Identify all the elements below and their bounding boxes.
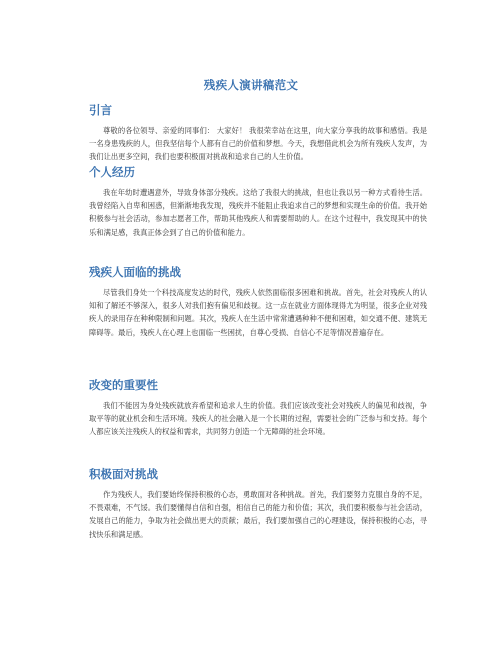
section-personal-experience bbox=[89, 164, 427, 239]
section-challenges bbox=[89, 264, 427, 339]
section-heading: 改变的重要性 bbox=[89, 378, 158, 392]
document-title: 残疾人演讲稿范文 bbox=[203, 78, 299, 92]
section-heading: 积极面对挑战 bbox=[89, 467, 158, 481]
section-heading: 引言 bbox=[89, 103, 112, 117]
section-introduction bbox=[89, 102, 427, 164]
section-face-challenges bbox=[89, 466, 427, 541]
section-paragraph: 作为残疾人，我们要始终保持积极的心态，勇敢面对各种挑战。首先，我们要努力克服自身的不足，不畏艰难，不气馁。我们要懂得自信和自强，相信自己的能力和价值；其次，我们要积极参与社会活动，发展自己的能力，争取为社会做出更大的贡献；最后，我们要加强自己的心理建设，保持积极的心态，寻找快乐和满足感。 bbox=[89, 490, 427, 539]
section-paragraph: 尽管我们身处一个科技高度发达的时代，残疾人依然面临很多困难和挑战。首先，社会对残疾人的认知和了解还不够深入，很多人对我们抱有偏见和歧视。这一点在就业方面体现得尤为明显，很多企业对残疾人的录用存在种种限制和问题。其次，残疾人在生活中常常遭遇种种不便和困难，如交通不便、建筑无障碍等。最后，残疾人在心理上也面临一些困扰，自尊心受损、自信心不足等情况普遍存在。 bbox=[89, 288, 427, 337]
section-paragraph: 我们不能因为身处残疾就放弃希望和追求人生的价值。我们应该改变社会对残疾人的偏见和歧视，争取平等的就业机会和生活环境。残疾人的社会融入是一个长期的过程，需要社会的广泛参与和支持。每个人都应该关注残疾人的权益和需求，共同努力创造一个无障碍的社会环境。 bbox=[89, 401, 427, 437]
section-paragraph: 我在年幼时遭遇意外，导致身体部分残疾。这给了我很大的挑战，但也让我以另一种方式看待生活。我曾经陷入自卑和困惑，但渐渐地我发现，残疾并不能阻止我追求自己的梦想和实现生命的价值。我开始积极参与社会活动，参加志愿者工作，帮助其他残疾人和需要帮助的人。在这个过程中，我发现其中的快乐和满足感，我真正体会到了自己的价值和能力。 bbox=[89, 188, 427, 237]
section-paragraph: 尊敬的各位领导、亲爱的同事们： 大家好！ 我很荣幸站在这里，向大家分享我的故事和感悟。我是一名身患残疾的人，但我坚信每个人都有自己的价值和梦想。今天，我想借此机会为所有残疾人发声，为我们让出更多空间，我们也要积极面对挑战和追求自己的人生价值。 bbox=[89, 126, 427, 162]
section-importance-of-change bbox=[89, 377, 427, 439]
section-heading: 残疾人面临的挑战 bbox=[89, 265, 181, 279]
section-heading: 个人经历 bbox=[89, 165, 135, 179]
